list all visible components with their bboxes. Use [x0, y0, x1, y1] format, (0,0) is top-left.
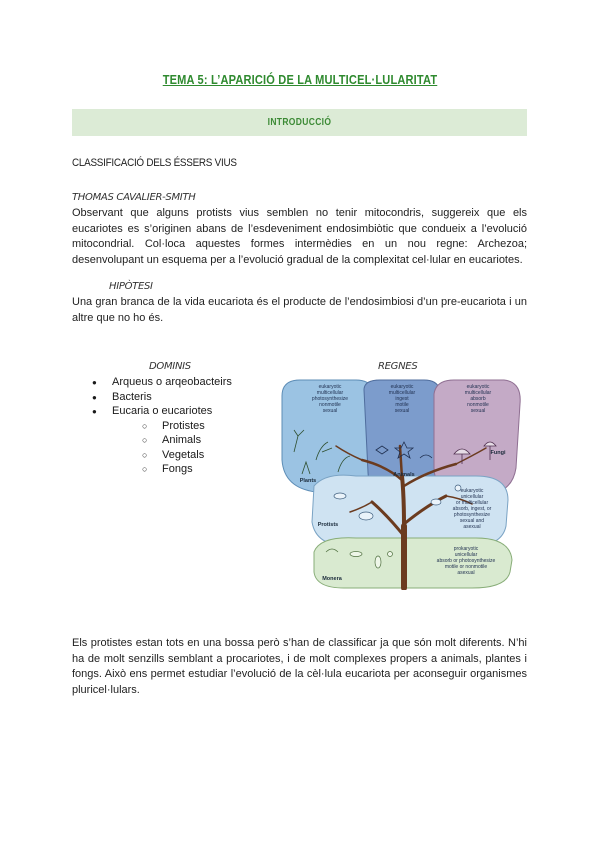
- fungi-desc-1: eukaryotic: [466, 384, 490, 390]
- fungi-desc-4: nonmotile: [467, 402, 489, 408]
- list-item: [92, 404, 232, 477]
- page-title: TEMA 5: L’APARICIÓ DE LA MULTICEL·LULARITAT: [162, 72, 438, 87]
- monera-desc-3: absorb or photosynthesize: [436, 558, 496, 564]
- list-item-label: Eucaria o eucariotes: [112, 405, 213, 417]
- eucaria-sublist: [112, 419, 232, 477]
- section-title: INTRODUCCIÓ: [267, 117, 332, 128]
- paragraph-protists: Els protistes estan tots en una bossa però s’han de classificar ja que són molt diferents. N’hi ha de molt senzills semblant a procariotes, i de molt complexes propers a animals, plantes i fongs. Això ens permet estudiar l’evolució de la cèl·lula eucariota per aconseguir organismes pluricel·lulars.: [72, 637, 527, 696]
- fungi-desc-2: multicellular: [464, 390, 492, 396]
- protista-desc-4: absorb, ingest, or: [452, 506, 492, 512]
- list-item: ○ Animals: [142, 433, 232, 448]
- protista-desc-1: eukaryotic: [460, 488, 484, 494]
- animalia-name: Animals: [393, 472, 415, 478]
- protista-name: Protists: [317, 522, 339, 528]
- monera-desc-4: motile or nonmotile: [444, 564, 488, 570]
- monera-name: Monera: [322, 576, 342, 582]
- author-label: THOMAS CAVALIER-SMITH: [72, 192, 196, 203]
- monera-desc-5: asexual: [457, 570, 475, 576]
- fungi-desc-3: absorb: [470, 396, 486, 402]
- list-item: ○ Vegetals: [142, 448, 232, 463]
- plantae-desc-5: sexual: [322, 408, 338, 414]
- plantae-desc-4: nonmotile: [319, 402, 341, 408]
- classification-heading: CLASSIFICACIÓ DELS ÉSSERS VIUS: [72, 157, 237, 169]
- fungi-name: Fungi: [490, 450, 506, 456]
- plantae-desc-2: multicellular: [316, 390, 344, 396]
- animalia-desc-5: sexual: [394, 408, 410, 414]
- list-item: ○ Protistes: [142, 419, 232, 434]
- plantae-desc-1: eukaryotic: [318, 384, 342, 390]
- monera-desc-1: prokaryotic: [453, 546, 479, 552]
- kingdoms-diagram: [276, 376, 528, 590]
- protista-desc-2: unicellular: [460, 494, 484, 500]
- plantae-name: Plants: [299, 478, 317, 484]
- monera-desc-2: unicellular: [454, 552, 478, 558]
- domains-list: [92, 375, 232, 477]
- animalia-desc-2: multicellular: [388, 390, 416, 396]
- paragraph-cavalier-smith: Observant que alguns protists vius semblen no tenir mitocondris, suggereix que els eucariotes es s’originen abans de l’esdeveniment endosimbiòtic que condueix a l’evolució mitocondrial. Col·loca aquestes formes intermèdies en un nou regne: Archezoa; desenvolupant un esquema per a l’evolució gradual de la complexitat cel·lular en eucariotes.: [72, 207, 527, 266]
- list-item: ● Arqueus o arqeobacteirs: [92, 375, 232, 390]
- dominis-label: DOMINIS: [149, 361, 191, 372]
- protista-desc-3: or multicellular: [455, 500, 489, 506]
- animalia-desc-1: eukaryotic: [390, 384, 414, 390]
- list-item: ● Bacteris: [92, 390, 232, 405]
- protista-desc-5: photosynthesize: [453, 512, 491, 518]
- protista-desc-7: asexual: [463, 524, 481, 530]
- animalia-desc-4: motile: [395, 402, 409, 408]
- protista-desc-6: sexual and: [459, 518, 485, 524]
- list-item: ○ Fongs: [142, 462, 232, 477]
- regnes-label: REGNES: [378, 361, 418, 372]
- section-banner: [72, 109, 527, 136]
- animalia-desc-3: ingest: [395, 396, 409, 402]
- hypothesis-label: HIPÒTESI: [109, 281, 153, 292]
- plantae-desc-3: photosynthesize: [311, 396, 349, 402]
- fungi-desc-5: sexual: [470, 408, 486, 414]
- hypothesis-text: Una gran branca de la vida eucariota és el producte de l’endosimbiosi d’un pre-eucariota i un altre que no ho és.: [72, 296, 527, 324]
